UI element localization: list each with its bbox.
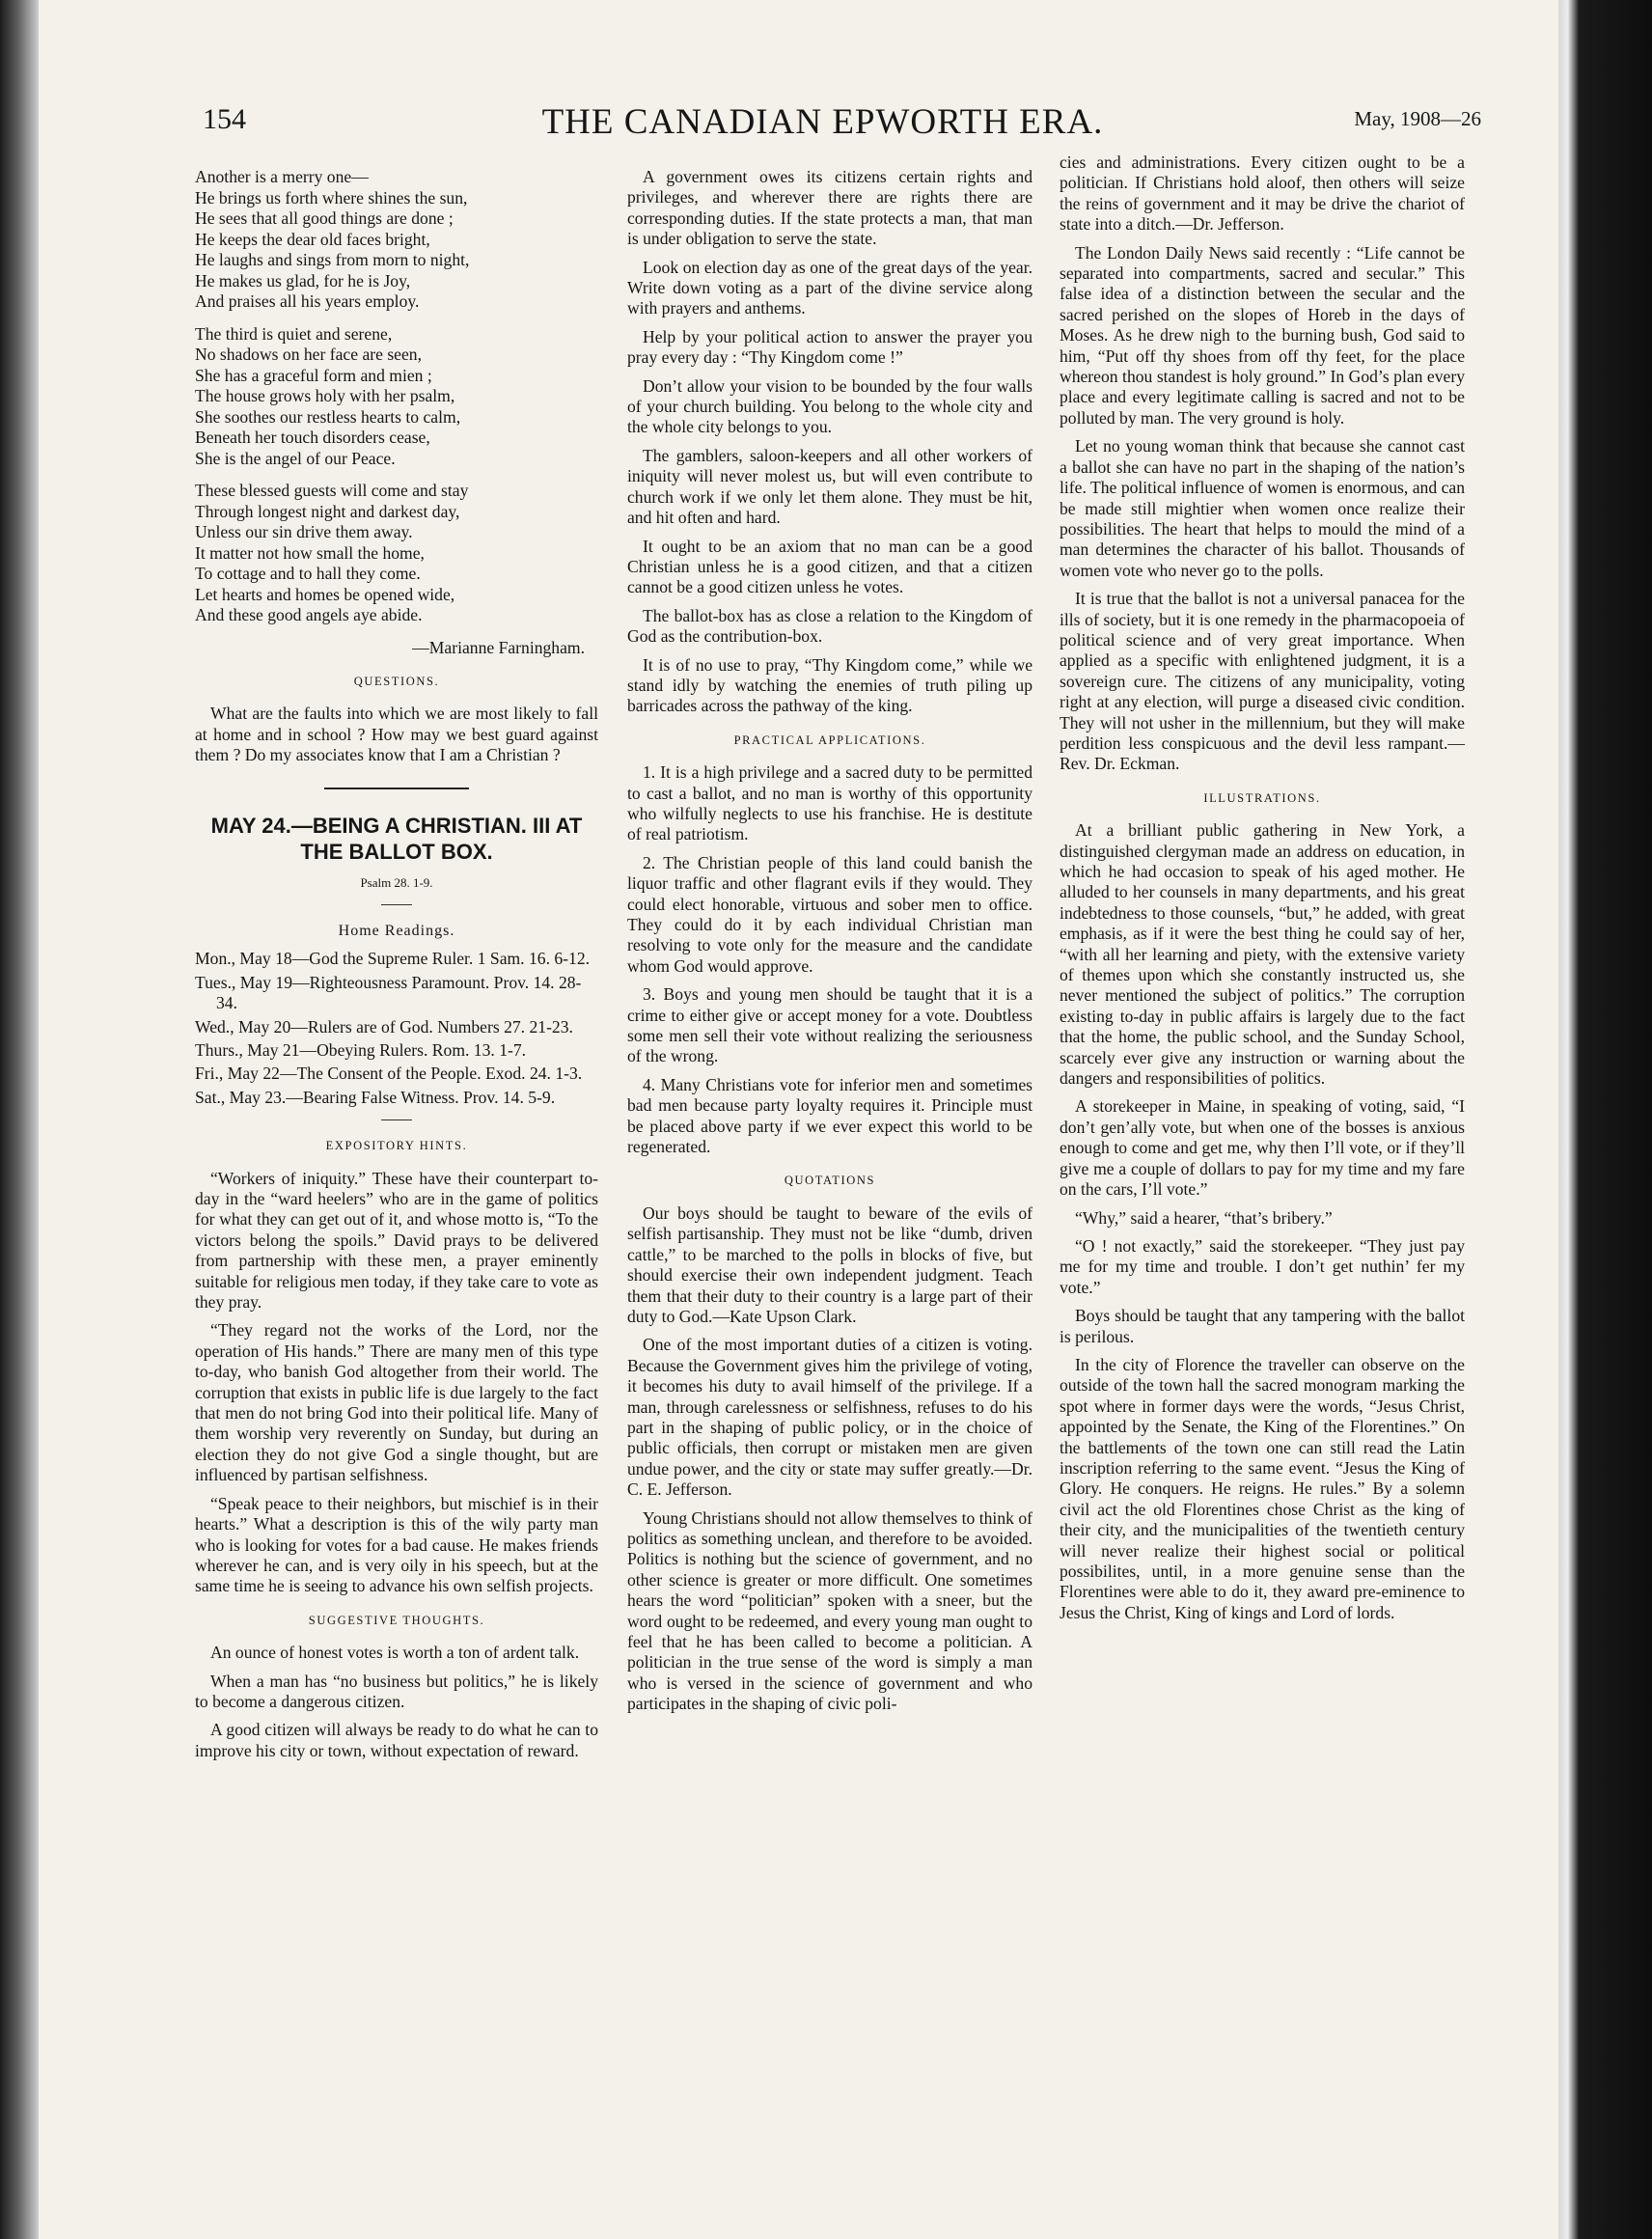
section-heading-illustrations: ILLUSTRATIONS. <box>1203 790 1321 805</box>
paragraph: A government owes its citizens certain rights and privileges, and wherever there are rights there are corresponding duties. If the state protects a man, that man is under obligation to serve the state. <box>627 167 1032 249</box>
poem-line: And praises all his years employ. <box>195 291 420 311</box>
paragraph: “O ! not exactly,” said the storekeeper. “They just pay me for my time and trouble. I don’t get nuthin’ fer my vote.” <box>1060 1235 1465 1297</box>
book-binding-gutter <box>0 0 39 2239</box>
paragraph: Let no young woman think that because she cannot cast a ballot she can have no part in the shaping of the nation’s life. The political influence of women is enormous, and can be made still mightier when women once realize their possibilities. The heart that helps to mould the mind of a man determines the character of his ballot. Thousands of women vote who never go to the polls. <box>1060 436 1465 580</box>
paragraph: 3. Boys and young men should be taught that it is a crime to either give or accept money for a vote. Doubtless some men sell their vote without realizing the seriousness of the wrong. <box>627 984 1032 1066</box>
poem-line: And these good angels aye abide. <box>195 605 423 624</box>
paragraph: In the city of Florence the traveller can observe on the outside of the town hall the sacred monogram marking the spot where in former days were the words, “Jesus Christ, appointed by the Senate, the King of the Florentines.” On the battlements of the town one can still read the Latin inscription referring to the same event. “Jesus the King of Glory. He conquers. He reigns. He rules.” By a solemn civil act the old Florentines chose Christ as the king of their city, and the municipalities of the twentieth century will never realize their highest social or political possibilites, until, in a more genuine sense than the Florentines were able to do it, they award pre-eminence to Jesus the Christ, King of kings and Lord of lords. <box>1060 1354 1465 1622</box>
poem-line: The house grows holy with her psalm, <box>195 386 455 405</box>
column-right <box>1060 152 1465 1631</box>
paragraph: Our boys should be taught to beware of the evils of selfish partisanship. They must not be like “dumb, driven cattle,” to be marched to the polls in blocks of five, but should exercise their own independent judgment. Teach them that their duty to their country is a large part of their duty to God.—Kate Upson Clark. <box>627 1202 1032 1326</box>
section-heading-suggestive-thoughts: SUGGESTIVE THOUGHTS. <box>308 1613 485 1627</box>
paragraph: The ballot-box has as close a relation to the Kingdom of God as the contribution-box. <box>627 605 1032 647</box>
paragraph: 1. It is a high privilege and a sacred duty to be permitted to cast a ballot, and no man is worthy of this opportunity who wilfully neglects to use his franchise. He is destitute of real patriotism. <box>627 762 1032 844</box>
poem-line: Beneath her touch disorders cease, <box>195 428 430 447</box>
paragraph: Young Christians should not allow themselves to think of politics as something unclean, and therefore to be avoided. Politics is nothing but the science of government, and no other science is greater or more difficult. One sometimes hears the word “politician” spoken with a sneer, but the word ought to be redeemed, and every young man ought to feel that he has been called to become a politician. A politician in the true sense of the word is simply a man who is versed in the science of government and who participates in the shaping of civic poli- <box>627 1507 1032 1714</box>
poem-line: Let hearts and homes be opened wide, <box>195 584 455 604</box>
section-heading-expository-hints: EXPOSITORY HINTS. <box>325 1139 468 1153</box>
paragraph: A storekeeper in Maine, in speaking of voting, said, “I don’t gen’ally vote, but when one of the bosses is anxious enough to come and get me, why then I’ll vote, or if they’ll give me a couple of dollars to pay for my time and my fare on the cars, I’ll vote.” <box>1060 1096 1465 1200</box>
poem-signature: —Marianne Farningham. <box>412 637 585 657</box>
paragraph: Boys should be taught that any tampering with the ballot is perilous. <box>1060 1306 1465 1346</box>
scripture-reference: Psalm 28. 1-9. <box>360 874 433 890</box>
paragraph: A good citizen will always be ready to do what he can to improve his city or town, without expectation of reward. <box>195 1720 598 1760</box>
page-number: 154 <box>203 103 246 135</box>
paragraph: 4. Many Christians vote for inferior men and sometimes bad men because party loyalty requires it. Principle must be placed above party if we ever expect this world to be regenerated. <box>627 1074 1032 1157</box>
poem-line: These blessed guests will come and stay <box>195 481 469 500</box>
section-heading-practical-applications: PRACTICAL APPLICATIONS. <box>733 733 926 747</box>
paragraph: “They regard not the works of the Lord, nor the operation of His hands.” There are many men of this type to-day, who banish God altogether from their world. The corruption that exists in public life is due largely to the fact that men do not bring God into their political life. Many of them worship very reverently on Sunday, but during an election they do not give God a single thought, but are influenced by partisan selfishness. <box>195 1320 598 1485</box>
lesson-title: MAY 24.—BEING A CHRISTIAN. III AT THE BALLOT BOX. <box>210 813 583 864</box>
poem-line: She soothes our restless hearts to calm, <box>195 406 461 427</box>
paragraph: It is of no use to pray, “Thy Kingdom come,” while we stand idly by watching the enemies of truth piling up barricades across the pathway of the king. <box>627 654 1032 716</box>
paragraph: 2. The Christian people of this land could banish the liquor traffic and other flagrant evils if they would. They could elect honorable, virtuous and sober men to office. They could do it by each individual Christian man resolving to vote only for the measure and the candidate whom God would approve. <box>627 852 1032 976</box>
poem-line: Unless our sin drive them away. <box>195 522 413 541</box>
poem-line: She is the angel of our Peace. <box>195 448 396 468</box>
column-middle <box>627 167 1032 1723</box>
page-header <box>164 101 1481 150</box>
reading-item: Tues., May 19—Righteousness Paramount. Prov. 14. 28-34. <box>195 972 582 1013</box>
poem-line: No shadows on her face are seen, <box>195 345 422 364</box>
poem-line: It matter not how small the home, <box>195 542 425 563</box>
poem-line: He brings us forth where shines the sun, <box>195 187 468 207</box>
paragraph: The London Daily News said recently : “Life cannot be separated into compartments, sacred and secular.” This false idea of a distinction between the secular and the sacred perished on the slopes of Horeb in the days of Moses. As he drew nigh to the burning bush, God said to him, “Put off thy shoes from off thy feet, for the place whereon thou standest is holy ground.” In God’s plan every place and every legitimate calling is sacred and not to be polluted by man. The very ground is holy. <box>1060 242 1465 428</box>
home-readings-heading: Home Readings. <box>338 922 455 939</box>
paragraph: At a brilliant public gathering in New York, a distinguished clergyman made an address on education, in which he had occasion to speak of his aged mother. He alluded to her counsels in many departments, and his great indebtedness to those counsels, “but,” he added, with great emphasis, as if it were the best thing he could say of her, “with all her learning and piety, with the extensive variety of themes upon which she constantly instructed us, she never mentioned the subject of politics.” The corruption existing to-day in public affairs is largely due to the fact that the home, the public school, and the Sunday School, scarcely ever give any instruction or warning about the dangers and responsibilities of politics. <box>1060 820 1465 1089</box>
poem-line: He laughs and sings from morn to night, <box>195 250 470 269</box>
poem-line: He makes us glad, for he is Joy, <box>195 270 411 290</box>
paragraph: The gamblers, saloon-keepers and all other workers of iniquity will never molest us, but will even contribute to church work if we only let them alone. They must be hit, and hit often and hard. <box>627 445 1032 528</box>
poem-stanza <box>195 324 598 470</box>
paragraph: When a man has “no business but politics,” he is likely to become a dangerous citizen. <box>195 1671 598 1711</box>
poem-line: She has a graceful form and mien ; <box>195 365 432 385</box>
poem-line: He sees that all good things are done ; <box>195 208 454 228</box>
paragraph: cies and administrations. Every citizen ought to be a politician. If Christians hold aloof, then others will seize the reins of government and it may be drive the chariot of state into a ditch.—Dr. Jefferson. <box>1060 152 1465 235</box>
poem-line: To cottage and to hall they come. <box>195 564 421 583</box>
paragraph: “Speak peace to their neighbors, but mischief is in their hearts.” What a description is this of the wily party man who is looking for votes for a bad cause. He makes friends wherever he can, and is very oily in his speech, but at the same time he is seeing to advance his own selfish projects. <box>195 1493 598 1596</box>
reading-item: Sat., May 23.—Bearing False Witness. Prov. 14. 5-9. <box>195 1087 556 1107</box>
reading-item: Mon., May 18—God the Supreme Ruler. 1 Sam. 16. 6-12. <box>195 949 591 969</box>
reading-item: Fri., May 22—The Consent of the People. Exod. 24. 1-3. <box>195 1064 583 1084</box>
adjacent-page-edge <box>1558 0 1652 2239</box>
poem-stanza <box>195 481 598 626</box>
paragraph: “Workers of iniquity.” These have their counterpart to-day in the “ward heelers” who are in the game of politics for what they can get out of it, and whose motto is, “To the victors belong the spoils.” David prays to be delivered from partnership with these men, a prayer eminently suitable for religious men today, if they take care to vote as they pray. <box>195 1168 598 1313</box>
poem-line: He keeps the dear old faces bright, <box>195 229 430 249</box>
reading-item: Thurs., May 21—Obeying Rulers. Rom. 13. 1-7. <box>195 1039 527 1060</box>
poem-line: Through longest night and darkest day, <box>195 501 460 521</box>
paragraph: Help by your political action to answer the prayer you pray every day : “Thy Kingdom come !” <box>627 326 1032 368</box>
paragraph: An ounce of honest votes is worth a ton of ardent talk. <box>210 1643 580 1663</box>
column-left <box>195 167 598 1769</box>
paragraph: Look on election day as one of the great days of the year. Write down voting as a part of the divine service along with prayers and anthems. <box>627 257 1032 318</box>
poem-line: Another is a merry one— <box>195 167 369 186</box>
paragraph: One of the most important duties of a citizen is voting. Because the Government gives him the privilege of voting, it becomes his duty to avail himself of the privilege. If a man, through carelessness or selfishness, refuses to do his part in the shaping of public policy, or in the choice of public officials, then corrupt or mistaken men are given undue power, and the city or state may suffer greatly.—Dr. C. E. Jefferson. <box>627 1335 1032 1500</box>
poem-stanza <box>195 167 598 313</box>
paragraph: Don’t allow your vision to be bounded by the four walls of your church building. You belong to the whole city and the whole city belongs to you. <box>627 375 1032 437</box>
issue-date: May, 1908—26 <box>1354 107 1481 130</box>
paragraph: It ought to be an axiom that no man can be a good Christian unless he is a good citizen, and that a citizen cannot be a good citizen unless he votes. <box>627 536 1032 597</box>
section-divider <box>324 788 469 789</box>
paragraph: “Why,” said a hearer, “that’s bribery.” <box>1075 1207 1333 1228</box>
paragraph: It is true that the ballot is not a universal panacea for the ills of society, but it is one remedy in the pharmacopoeia of political science and of very great importance. When applied as a specific with enlightened judgment, it is a sovereign cure. The citizens of any municipality, voting right at any election, will purge a diseased civic condition. They will not usher in the millennium, but they will make perdition less conspicuous and the devil less rampant.—Rev. Dr. Eckman. <box>1060 589 1465 774</box>
paragraph: What are the faults into which we are most likely to fall at home and in school ? How may we best guard against them ? Do my associates know that I am a Christian ? <box>195 704 598 765</box>
running-title: THE CANADIAN EPWORTH ERA. <box>541 102 1104 142</box>
section-heading-questions: QUESTIONS. <box>353 674 440 688</box>
reading-item: Wed., May 20—Rulers are of God. Numbers 27. 21-23. <box>195 1016 573 1037</box>
poem-line: The third is quiet and serene, <box>195 323 393 344</box>
short-divider <box>381 904 412 905</box>
section-heading-quotations: QUOTATIONS <box>784 1174 876 1188</box>
